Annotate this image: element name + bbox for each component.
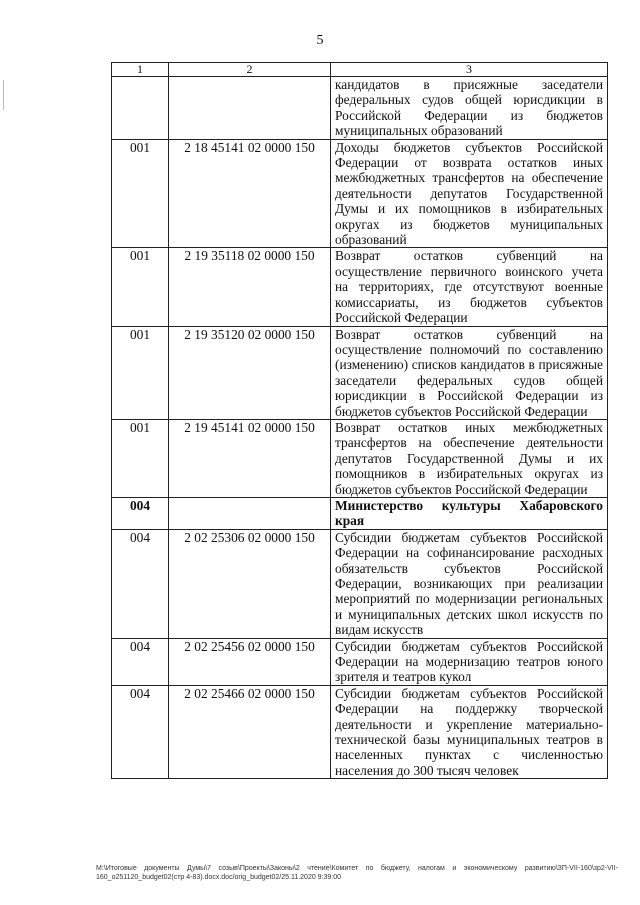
admin-code-cell: 001 <box>112 326 169 419</box>
revenue-code-cell: 2 19 35120 02 0000 150 <box>169 326 331 419</box>
description-cell: Возврат остатков субвенций на осуществление первичного воинского учета на территориях, где отсутствуют военные комиссариаты, из бюджетов субъектов Российской Федерации <box>331 248 608 326</box>
revenue-code-cell: 2 02 25306 02 0000 150 <box>169 529 331 638</box>
table-row <box>112 419 608 497</box>
revenue-code-cell: 2 02 25456 02 0000 150 <box>169 638 331 685</box>
description-cell: Субсидии бюджетам субъектов Российской Федерации на софинансирование расходных обязательств субъектов Российской Федерации, возникающих при реализации мероприятий по модернизации региональных и муниципальных детских школ искусств по видам искусств <box>331 529 608 638</box>
table-header-row <box>112 63 608 77</box>
admin-code-cell: 004 <box>112 497 169 529</box>
description-cell: Субсидии бюджетам субъектов Российской Федерации на поддержку творческой деятельности и укрепление материально-технической базы муниципальных театров в населенных пунктах с численностью населения до 300 тысяч человек <box>331 685 608 778</box>
revenue-code-cell <box>169 77 331 140</box>
table-row <box>112 77 608 140</box>
scan-edge-mark <box>3 80 4 110</box>
budget-codes-table <box>111 62 608 779</box>
revenue-code-cell: 2 02 25466 02 0000 150 <box>169 685 331 778</box>
description-cell: Доходы бюджетов субъектов Российской Федерации от возврата остатков иных межбюджетных трансфертов на обеспечение деятельности депутатов Государственной Думы и их помощников в избирательных округах из бюджетов муниципальных образований <box>331 139 608 248</box>
header-col-3: 3 <box>331 63 608 77</box>
ministry-heading-cell: Министерство культуры Хабаровского края <box>331 497 608 529</box>
header-col-1: 1 <box>112 63 169 77</box>
admin-code-cell: 001 <box>112 248 169 326</box>
table-row <box>112 638 608 685</box>
admin-code-cell: 004 <box>112 529 169 638</box>
table-row <box>112 529 608 638</box>
revenue-code-cell <box>169 497 331 529</box>
description-cell: Возврат остатков субвенций на осуществление полномочий по составлению (изменению) списков кандидатов в присяжные заседатели федеральных судов общей юрисдикции в Российской Федерации из бюджетов субъектов Российской Федерации <box>331 326 608 419</box>
admin-code-cell <box>112 77 169 140</box>
revenue-code-cell: 2 19 35118 02 0000 150 <box>169 248 331 326</box>
admin-code-cell: 001 <box>112 419 169 497</box>
table-row <box>112 139 608 248</box>
table-row-section-heading <box>112 497 608 529</box>
revenue-code-cell: 2 18 45141 02 0000 150 <box>169 139 331 248</box>
page-number: 5 <box>316 33 324 48</box>
header-col-2: 2 <box>169 63 331 77</box>
table-row <box>112 248 608 326</box>
description-cell: кандидатов в присяжные заседатели федеральных судов общей юрисдикции в Российской Федерации из бюджетов муниципальных образований <box>331 77 608 140</box>
admin-code-cell: 004 <box>112 638 169 685</box>
admin-code-cell: 004 <box>112 685 169 778</box>
description-cell: Возврат остатков иных межбюджетных трансфертов на обеспечение деятельности депутатов Государственной Думы и их помощников в избирательных округах из бюджетов субъектов Российской Федерации <box>331 419 608 497</box>
description-cell: Субсидии бюджетам субъектов Российской Федерации на модернизацию театров юного зрителя и театров кукол <box>331 638 608 685</box>
table-row <box>112 685 608 778</box>
revenue-code-cell: 2 19 45141 02 0000 150 <box>169 419 331 497</box>
admin-code-cell: 001 <box>112 139 169 248</box>
table-row <box>112 326 608 419</box>
document-file-path-footer: M:\Итоговые документы Думы\7 созыв\Проекты\Законы\2 чтение\Комитет по бюджету, налогам и экономическому развитию\ЗП-VII-160\зр2-VII-160_o251120_budget02(стр 4-83).docx.doc/orig_budget02/25.11.2020 9:39:00 <box>96 865 618 881</box>
